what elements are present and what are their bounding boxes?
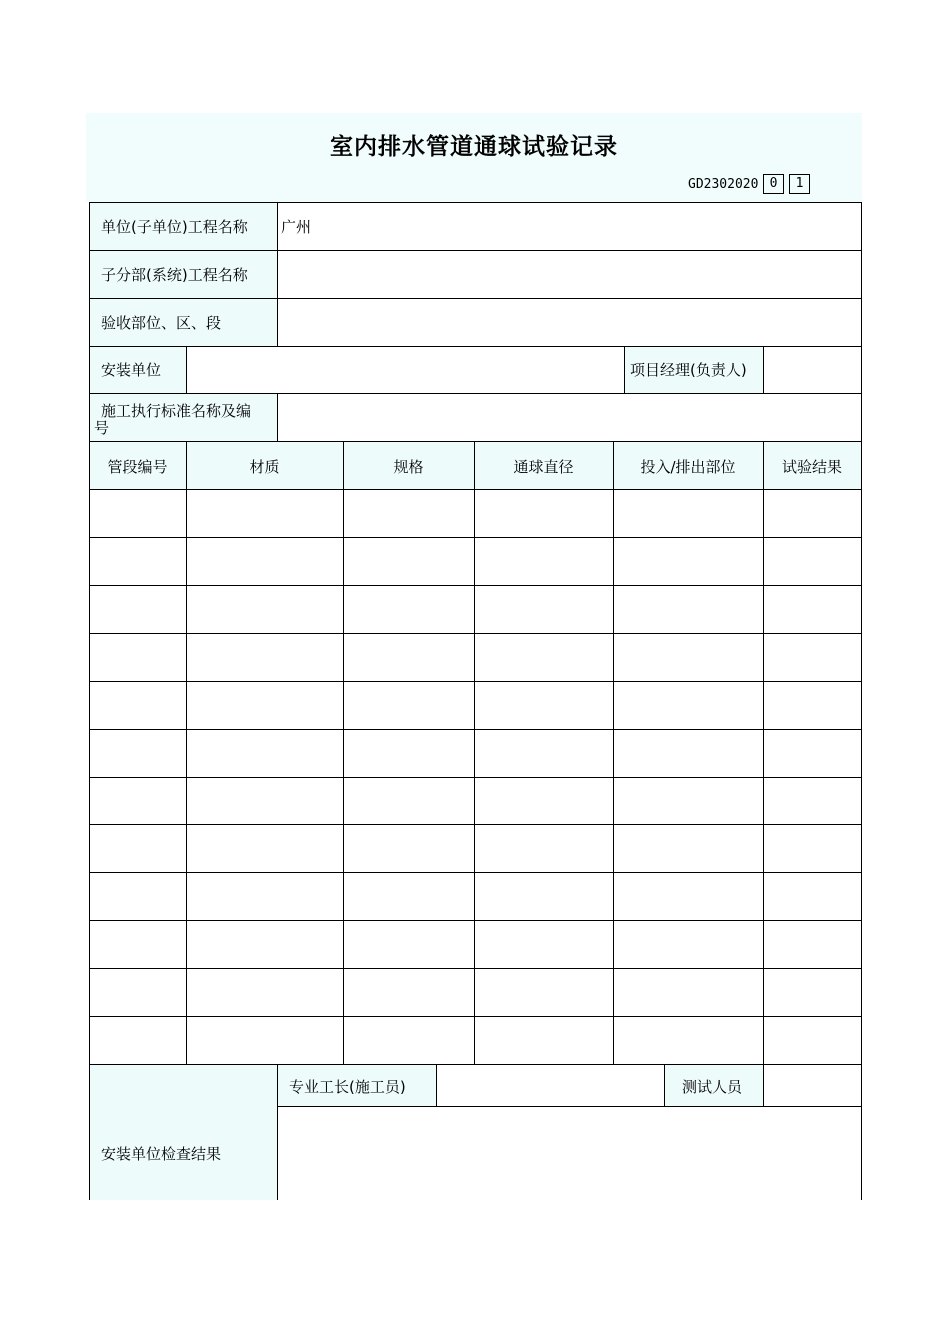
column-header-ball-diameter: 通球直径	[513, 458, 574, 476]
v-line	[277, 1064, 278, 1200]
label-bg-check-result	[89, 1065, 277, 1200]
v-line	[474, 441, 475, 1064]
h-line	[89, 393, 862, 394]
v-line	[763, 1064, 764, 1106]
column-header-material: 材质	[249, 458, 280, 476]
h-line	[89, 681, 862, 682]
standard-label-line1: 施工执行标准名称及编	[101, 402, 252, 420]
v-line	[763, 346, 764, 393]
h-line	[89, 537, 862, 538]
v-line	[186, 441, 187, 1064]
v-line-left	[89, 202, 90, 1200]
h-line	[89, 968, 862, 969]
tester-label: 测试人员	[682, 1078, 743, 1096]
h-line	[89, 346, 862, 347]
installer-label: 安装单位	[101, 361, 162, 379]
h-line	[277, 1106, 862, 1107]
h-line	[89, 777, 862, 778]
manager-label: 项目经理(负责人)	[630, 361, 747, 379]
v-line	[763, 441, 764, 1064]
v-line	[277, 393, 278, 441]
h-line	[89, 729, 862, 730]
v-line	[624, 346, 625, 393]
column-header-segment-no: 管段编号	[107, 458, 168, 476]
check-result-label: 安装单位检查结果	[101, 1145, 222, 1163]
v-line	[436, 1064, 437, 1106]
acceptance-part-label: 验收部位、区、段	[101, 314, 222, 332]
standard-label-line2: 号	[94, 419, 110, 437]
form-code: GD2302020	[688, 177, 759, 192]
form-code-digit-1: 0	[763, 174, 784, 194]
v-line	[277, 202, 278, 346]
h-line	[89, 824, 862, 825]
h-line	[89, 1064, 862, 1065]
sub-division-label: 子分部(系统)工程名称	[101, 266, 248, 284]
h-line	[89, 872, 862, 873]
column-header-input-output: 投入/排出部位	[640, 458, 736, 476]
h-line	[89, 298, 862, 299]
column-header-test-result: 试验结果	[781, 458, 842, 476]
h-line-top	[89, 202, 862, 203]
column-header-specification: 规格	[393, 458, 424, 476]
v-line-right	[861, 202, 862, 1200]
form-code-digit-2: 1	[789, 174, 810, 194]
v-line	[343, 441, 344, 1064]
v-line	[186, 346, 187, 393]
foreman-label: 专业工长(施工员)	[289, 1078, 406, 1096]
h-line	[89, 1016, 862, 1017]
h-line	[89, 920, 862, 921]
h-line	[89, 633, 862, 634]
v-line	[613, 441, 614, 1064]
h-line	[89, 585, 862, 586]
unit-project-label: 单位(子单位)工程名称	[101, 218, 248, 236]
v-line	[664, 1064, 665, 1106]
h-line	[89, 489, 862, 490]
page-title: 室内排水管道通球试验记录	[330, 134, 618, 160]
h-line	[89, 441, 862, 442]
unit-project-value[interactable]: 广州	[281, 218, 312, 236]
h-line	[89, 250, 862, 251]
